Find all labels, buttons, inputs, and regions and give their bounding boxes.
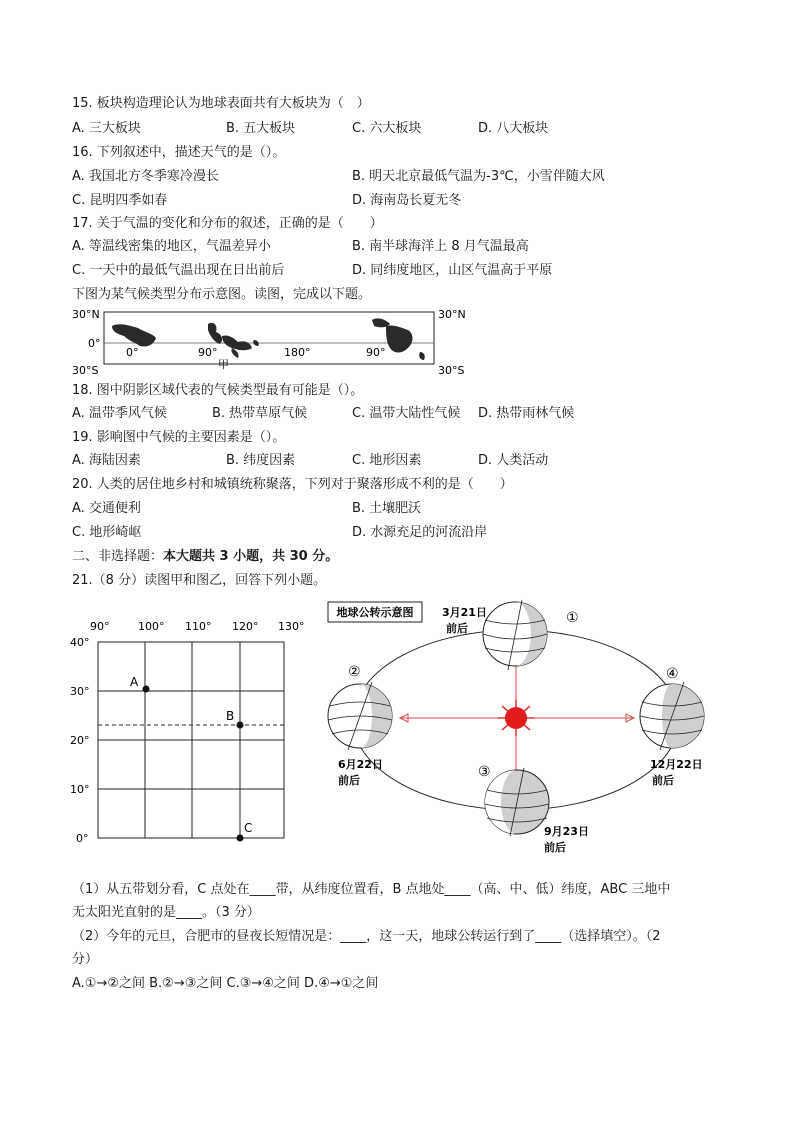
q17-option-b: B. 南半球海洋上 8 月气温最高 [352,239,529,254]
q17-option-a: A. 等温线密集的地区，气温差异小 [72,239,271,254]
section-2-heading [72,548,338,566]
lat-label-0: 0° [88,337,101,350]
date-dec-22-suffix: 前后 [652,774,674,787]
date-mar-21-suffix: 前后 [446,622,468,635]
date-sep-23: 9月23日 [544,825,589,838]
q21-sub2-line1: （2）今年的元旦，合肥市的昼夜长短情况是：____，这一天，地球公转运行到了____（选择填空）。（2 [72,929,661,944]
lat-lon-grid-figure [66,612,306,852]
position-label-4: ④ [666,666,679,682]
q18-option-b: B. 热带草原气候 [212,406,308,421]
earth-position-1 [483,600,547,670]
position-label-3: ③ [478,764,491,780]
q15-option-a: A. 三大板块 [72,121,141,136]
q20-stem: 20. 人类的居住地乡村和城镇统称聚落，下列对于聚落形成不利的是（ ） [72,477,513,492]
q16-option-c: C. 昆明四季如春 [72,193,168,208]
orbit-title: 地球公转示意图 [336,606,414,619]
q19-option-a: A. 海陆因素 [72,453,141,468]
grid-lat-30: 30° [70,685,90,698]
lon-label-0: 0° [126,346,139,359]
earth-position-3 [485,768,549,836]
grid-lon-110: 110° [185,620,212,633]
grid-lat-10: 10° [70,783,90,796]
date-sep-23-suffix: 前后 [544,841,566,854]
q19-option-c: C. 地形因素 [352,453,422,468]
q15-stem: 15. 板块构造理论认为地球表面共有大板块为（ ） [72,96,370,111]
earth-revolution-figure [322,598,716,860]
earth-position-2 [328,682,392,750]
map-intro: 下图为某气候类型分布示意图。读图，完成以下题。 [72,287,372,302]
right-label-30s: 30°S [438,364,465,377]
date-dec-22: 12月22日 [650,758,703,771]
earth-position-4 [640,682,704,750]
section-2-info: 本大题共 3 小题，共 30 分。 [163,549,339,564]
lon-label-180: 180° [284,346,311,359]
grid-lat-20: 20° [70,734,90,747]
q17-stem: 17. 关于气温的变化和分布的叙述，正确的是（ ） [72,216,383,231]
grid-lat-0: 0° [76,832,89,845]
q19-option-b: B. 纬度因素 [226,453,296,468]
q17-option-c: C. 一天中的最低气温出现在日出前后 [72,263,285,278]
q20-option-a: A. 交通便利 [72,501,141,516]
date-jun-22: 6月22日 [338,758,383,771]
q15-option-c: C. 六大板块 [352,121,422,136]
lon-label-90e: 90° [198,346,218,359]
position-label-2: ② [348,664,361,680]
q18-option-d: D. 热带雨林气候 [478,406,575,421]
q17-option-d: D. 同纬度地区，山区气温高于平原 [352,263,553,278]
q21-sub1-line2: 无太阳光直射的是____。（3 分） [72,905,260,920]
q21-sub1-line1: （1）从五带划分看，C 点处在____带，从纬度位置看，B 点地处____（高、中、低）纬度，ABC 三地中 [72,882,671,897]
q16-option-d: D. 海南岛长夏无冬 [352,193,462,208]
point-b [237,722,244,729]
point-c-label: C [244,821,253,835]
lat-label-30n: 30°N [72,308,100,321]
grid-lon-100: 100° [138,620,165,633]
q18-option-a: A. 温带季风气候 [72,406,167,421]
climate-distribution-map [68,306,478,378]
date-jun-22-suffix: 前后 [338,774,360,787]
q20-option-c: C. 地形崎岖 [72,525,142,540]
q16-option-b: B. 明天北京最低气温为-3℃，小雪伴随大风 [352,169,605,184]
point-b-label: B [226,709,235,723]
grid-lon-120: 120° [232,620,259,633]
right-label-30n: 30°N [438,308,466,321]
q19-stem: 19. 影响图中气候的主要因素是（）。 [72,430,286,445]
q15-option-d: D. 八大板块 [478,121,549,136]
q20-option-d: D. 水源充足的河流沿岸 [352,525,488,540]
date-mar-21: 3月21日 [442,606,487,619]
section-2-prefix: 二、非选择题： [72,549,164,564]
marker-jia: 甲 [218,358,229,371]
grid-lon-90: 90° [90,620,110,633]
lon-label-90w: 90° [366,346,386,359]
q21-stem: 21.（8 分）读图甲和图乙，回答下列小题。 [72,573,327,588]
q21-sub2-options: A.①→②之间 B.②→③之间 C.③→④之间 D.④→①之间 [72,976,379,991]
point-c [237,835,244,842]
grid-lon-130: 130° [278,620,305,633]
q18-stem: 18. 图中阴影区域代表的气候类型最有可能是（）。 [72,383,364,398]
point-a-label: A [130,675,139,689]
sun-icon [505,707,527,729]
grid-lat-40: 40° [70,636,90,649]
q21-sub2-line2: 分） [72,952,99,967]
point-a [143,686,150,693]
q19-option-d: D. 人类活动 [478,453,549,468]
q16-stem: 16. 下列叙述中，描述天气的是（）。 [72,145,286,160]
position-label-1: ① [566,610,579,626]
q20-option-b: B. 土壤肥沃 [352,501,422,516]
q16-option-a: A. 我国北方冬季寒冷漫长 [72,169,219,184]
q18-option-c: C. 温带大陆性气候 [352,406,461,421]
q15-option-b: B. 五大板块 [226,121,296,136]
lat-label-30s: 30°S [72,364,99,377]
